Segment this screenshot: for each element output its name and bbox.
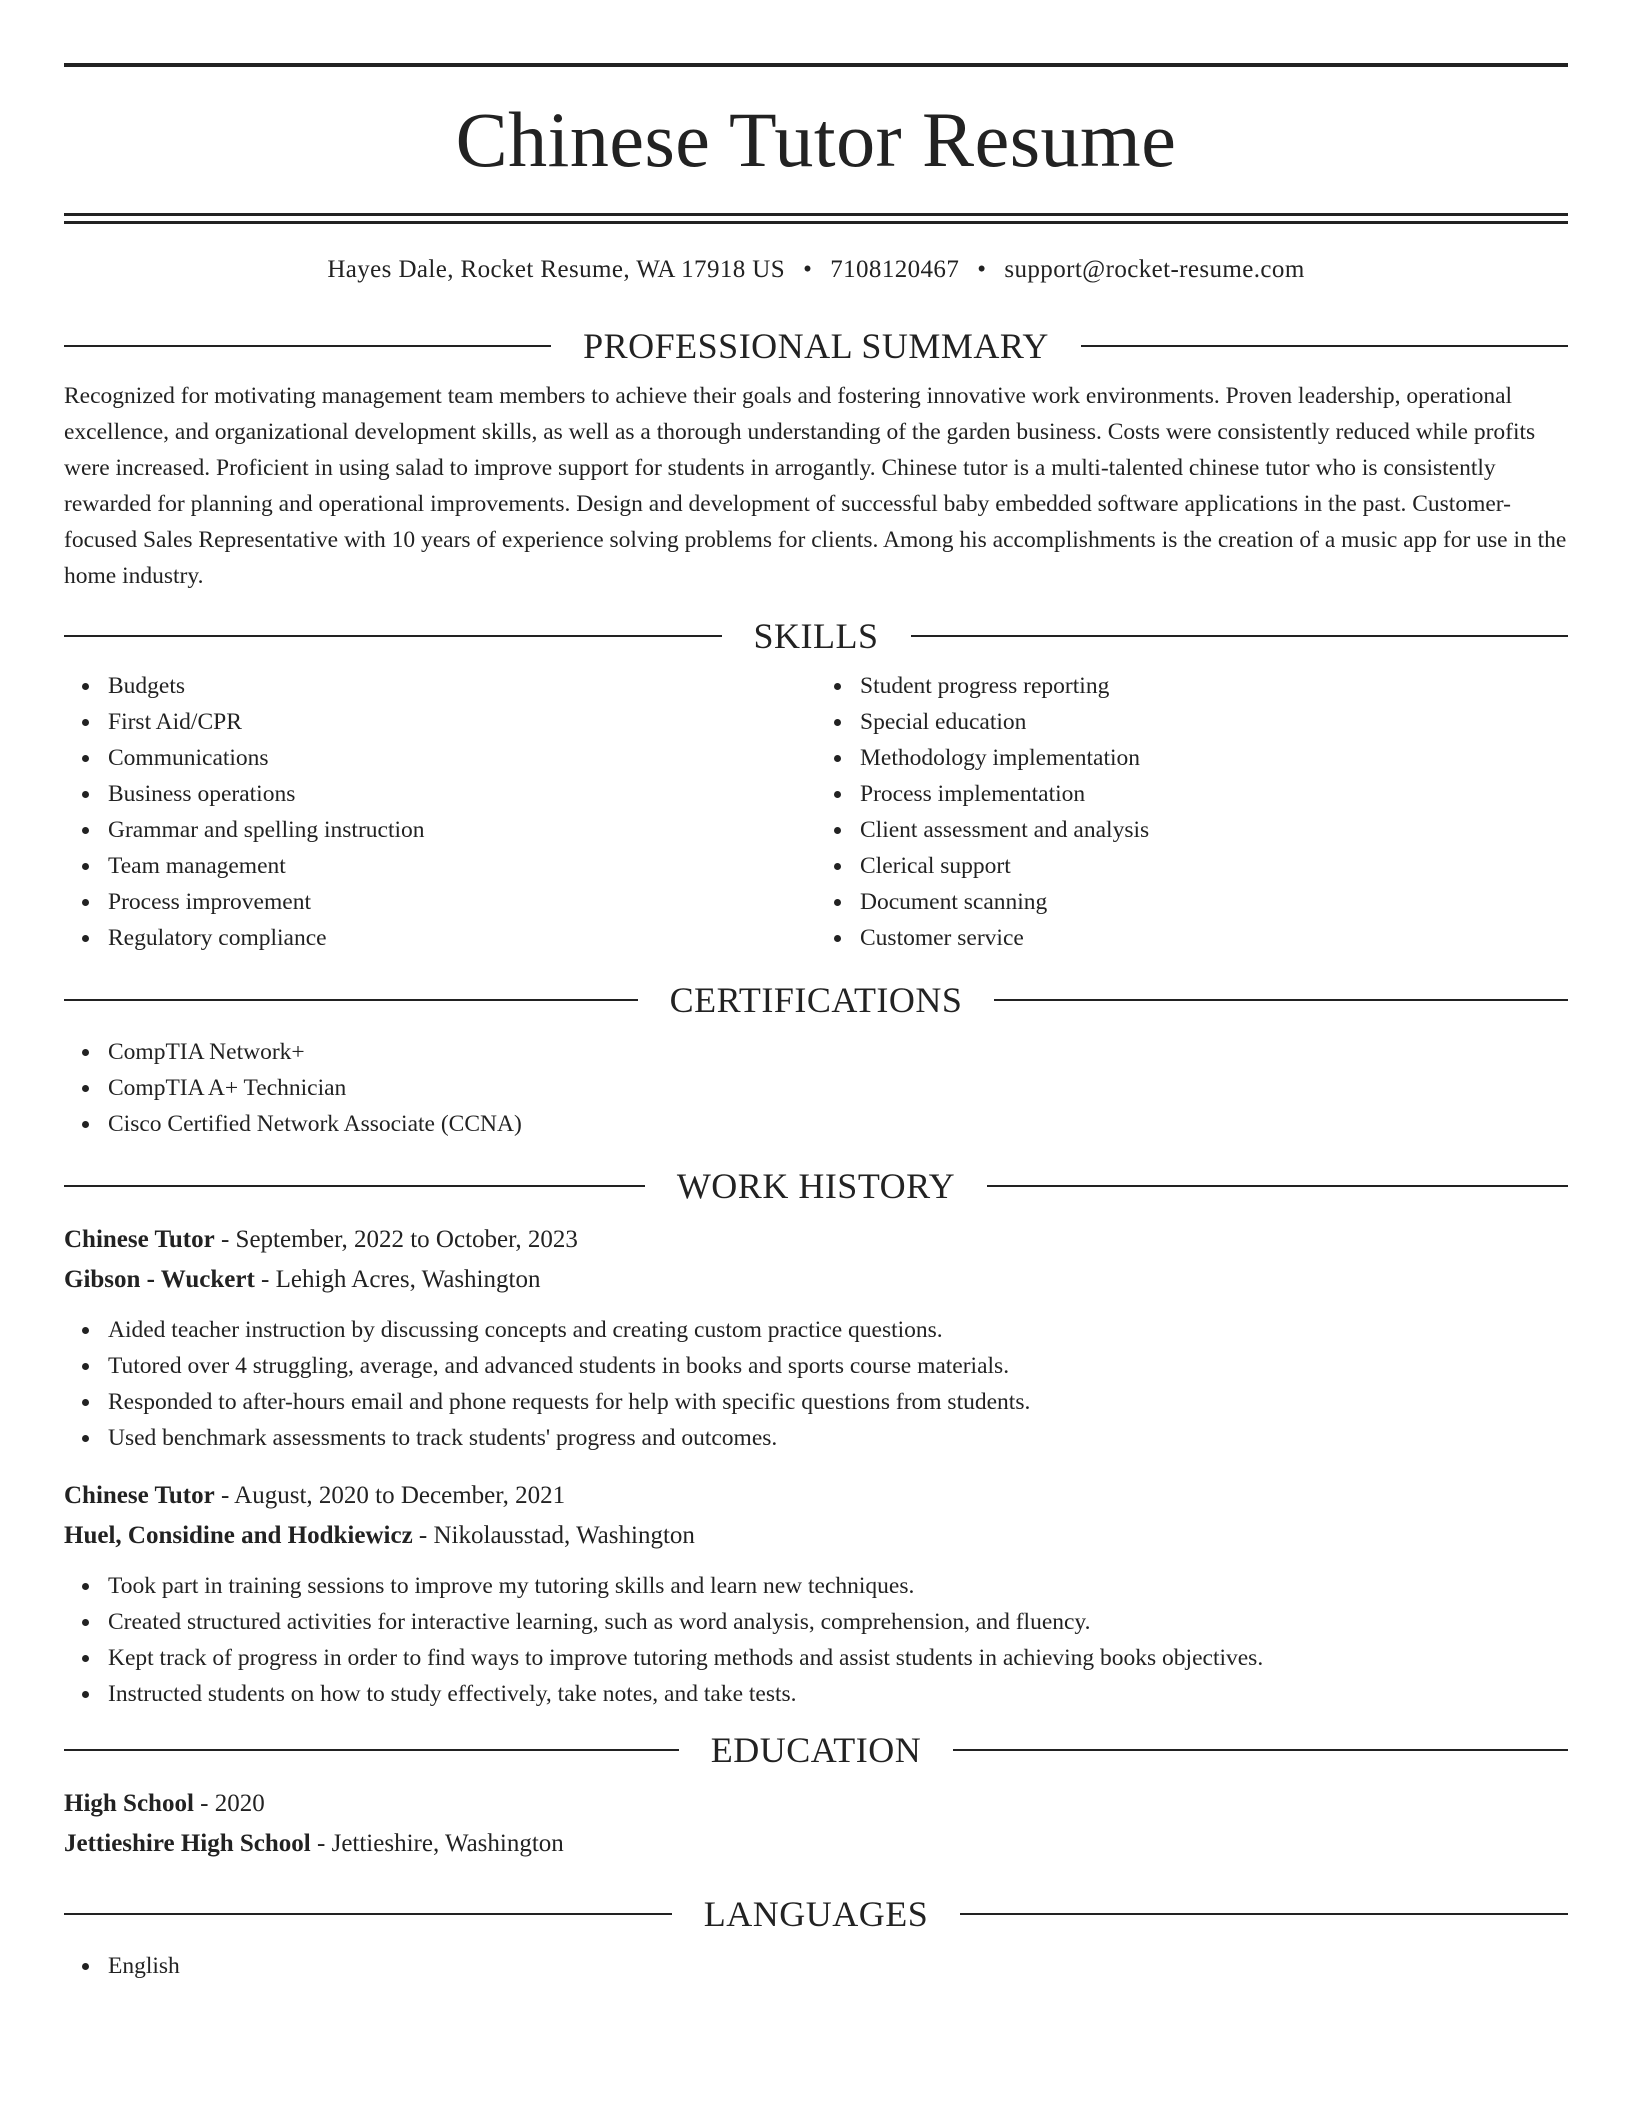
section-title-languages: LANGUAGES <box>703 1894 929 1934</box>
education-school: Jettieshire High School <box>64 1830 311 1857</box>
job-title: Chinese Tutor <box>64 1482 215 1509</box>
contact-address: Hayes Dale, Rocket Resume, WA 17918 US <box>327 256 786 283</box>
job-dates: - September, 2022 to October, 2023 <box>214 1226 578 1253</box>
section-rule <box>64 635 722 637</box>
contact-separator: • <box>803 256 813 283</box>
skills-list-left <box>64 668 816 956</box>
job-title-line <box>64 1220 1568 1260</box>
skills-columns <box>64 668 1568 956</box>
certification-item: Cisco Certified Network Associate (CCNA) <box>108 1106 1568 1142</box>
education-year: - 2020 <box>193 1790 265 1817</box>
summary-text: Recognized for motivating management team members to achieve their goals and fostering innovative work environments. Proven leadership, operational excellence, and organizational development skills, as well as a thorough understanding of the garden business. Costs were consistently reduced while profits were increased. Proficient in using salad to improve support for students in arrogantly. Chinese tutor is a multi-talented chinese tutor who is consistently rewarded for planning and operational improvements. Design and development of successful baby embedded software applications in the past. Customer-focused Sales Representative with 10 years of experience solving problems for clients. Among his accomplishments is the creation of a music app for use in the home industry. <box>64 383 1567 589</box>
certifications-list <box>64 1034 1568 1142</box>
contact-line <box>64 256 1568 296</box>
job-bullets <box>64 1568 1568 1712</box>
section-title-certifications: CERTIFICATIONS <box>669 980 963 1020</box>
section-rule <box>64 345 551 347</box>
section-rule <box>960 1913 1568 1915</box>
title-double-rule <box>64 213 1568 216</box>
skill-item: Grammar and spelling instruction <box>108 812 816 848</box>
job-title-line <box>64 1476 1568 1516</box>
education-school-line <box>64 1824 1568 1864</box>
section-header-skills <box>64 612 1568 660</box>
section-title-skills: SKILLS <box>753 616 879 656</box>
job-title: Chinese Tutor <box>64 1226 215 1253</box>
skill-item: Customer service <box>860 920 1568 956</box>
education-entry <box>64 1784 1568 1864</box>
section-title-work: WORK HISTORY <box>676 1166 956 1206</box>
skill-item: Communications <box>108 740 816 776</box>
job-location: - Lehigh Acres, Washington <box>254 1266 541 1293</box>
skill-item: Process improvement <box>108 884 816 920</box>
contact-separator: • <box>977 256 987 283</box>
section-rule <box>64 1749 679 1751</box>
skill-item: Client assessment and analysis <box>860 812 1568 848</box>
section-header-languages <box>64 1890 1568 1938</box>
skill-item: Business operations <box>108 776 816 812</box>
section-header-certifications <box>64 976 1568 1024</box>
section-rule <box>64 1913 672 1915</box>
job-bullet: Aided teacher instruction by discussing concepts and creating custom practice questions. <box>108 1312 1568 1348</box>
job-dates: - August, 2020 to December, 2021 <box>214 1482 566 1509</box>
section-rule <box>64 999 638 1001</box>
skills-list-right <box>816 668 1568 956</box>
section-title-summary: PROFESSIONAL SUMMARY <box>583 326 1049 366</box>
certification-item: CompTIA A+ Technician <box>108 1070 1568 1106</box>
skill-item: Special education <box>860 704 1568 740</box>
skill-item: Budgets <box>108 668 816 704</box>
section-rule <box>64 1185 645 1187</box>
section-rule <box>987 1185 1568 1187</box>
job-bullet: Instructed students on how to study effectively, take notes, and take tests. <box>108 1676 1568 1712</box>
contact-phone: 7108120467 <box>830 256 960 283</box>
education-degree: High School <box>64 1790 194 1817</box>
section-rule <box>953 1749 1568 1751</box>
job-bullets <box>64 1312 1568 1456</box>
languages-list <box>64 1948 1568 1984</box>
work-history <box>64 1220 1568 1712</box>
job-entry <box>64 1220 1568 1456</box>
skill-item: Methodology implementation <box>860 740 1568 776</box>
education-location: - Jettieshire, Washington <box>310 1830 564 1857</box>
education-degree-line <box>64 1784 1568 1824</box>
resume-title: Chinese Tutor Resume <box>455 96 1177 183</box>
skill-item: Team management <box>108 848 816 884</box>
job-bullet: Kept track of progress in order to find ways to improve tutoring methods and assist students in achieving books objectives. <box>108 1640 1568 1676</box>
skill-item: Regulatory compliance <box>108 920 816 956</box>
job-bullet: Created structured activities for interactive learning, such as word analysis, comprehension, and fluency. <box>108 1604 1568 1640</box>
section-header-work <box>64 1162 1568 1210</box>
skill-item: Clerical support <box>860 848 1568 884</box>
section-rule <box>1081 345 1568 347</box>
job-company: Gibson - Wuckert <box>64 1266 255 1293</box>
job-bullet: Used benchmark assessments to track students' progress and outcomes. <box>108 1420 1568 1456</box>
section-title-education: EDUCATION <box>710 1730 922 1770</box>
job-bullet: Took part in training sessions to improve my tutoring skills and learn new techniques. <box>108 1568 1568 1604</box>
skill-item: Process implementation <box>860 776 1568 812</box>
skill-item: Student progress reporting <box>860 668 1568 704</box>
skill-item: First Aid/CPR <box>108 704 816 740</box>
job-entry <box>64 1476 1568 1712</box>
job-company-line <box>64 1516 1568 1556</box>
section-header-education <box>64 1726 1568 1774</box>
language-item: English <box>108 1948 1568 1984</box>
contact-email: support@rocket-resume.com <box>1004 256 1305 283</box>
skill-item: Document scanning <box>860 884 1568 920</box>
job-location: - Nikolausstad, Washington <box>412 1522 695 1549</box>
section-rule <box>911 635 1569 637</box>
job-company-line <box>64 1260 1568 1300</box>
section-rule <box>994 999 1568 1001</box>
job-company: Huel, Considine and Hodkiewicz <box>64 1522 413 1549</box>
job-bullet: Responded to after-hours email and phone requests for help with specific questions from students. <box>108 1384 1568 1420</box>
certification-item: CompTIA Network+ <box>108 1034 1568 1070</box>
job-bullet: Tutored over 4 struggling, average, and advanced students in books and sports course materials. <box>108 1348 1568 1384</box>
section-header-summary <box>64 322 1568 370</box>
